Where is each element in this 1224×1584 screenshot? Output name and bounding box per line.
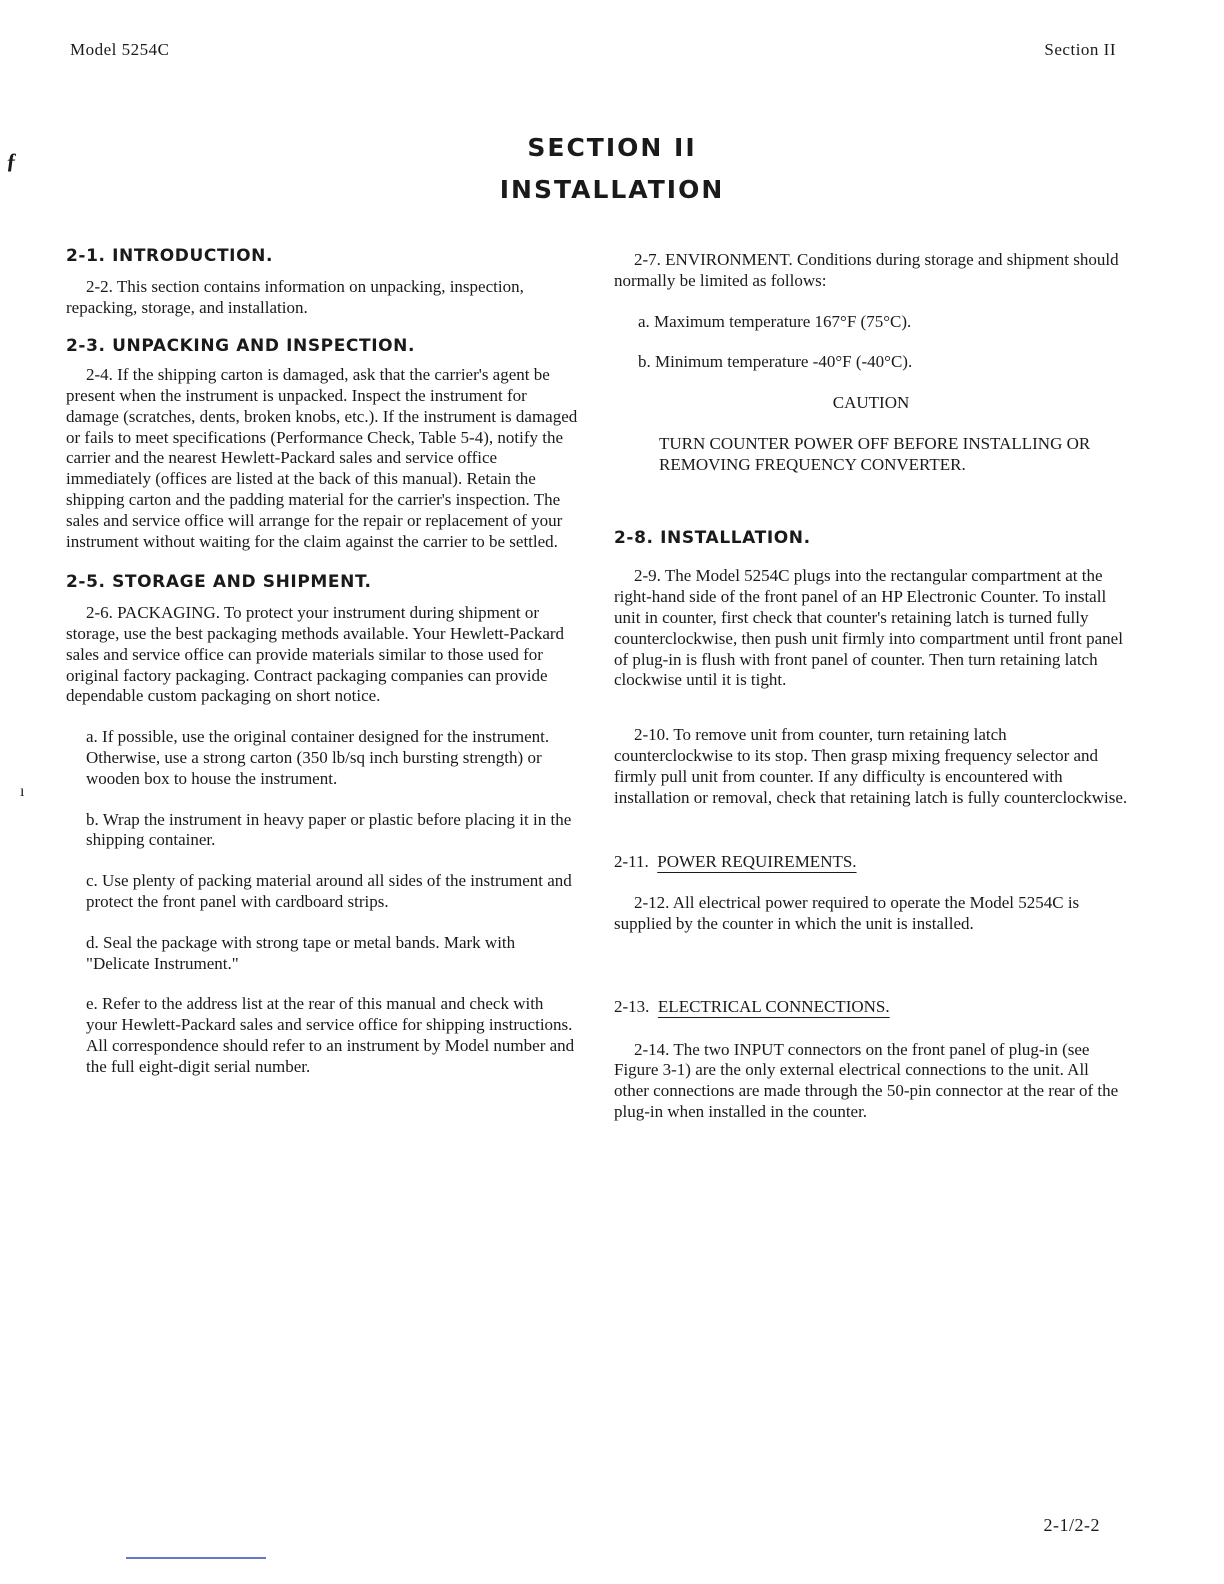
section-title: SECTION II — [527, 133, 697, 162]
caution-text: TURN COUNTER POWER OFF BEFORE INSTALLING OR REMOVING FREQUENCY CONVERTER. — [659, 433, 1091, 474]
heading-electrical — [614, 997, 1128, 1018]
packaging-item-d: d. Seal the package with strong tape or metal bands. Mark with "Delicate Instrument." — [86, 932, 516, 973]
paragraph-2-10: 2-10. To remove unit from counter, turn retaining latch counterclockwise to its stop. Then grasp mixing frequency selector and firmly pull unit from counter. If any difficulty is encountered with installation or removal, check that retaining latch is fully counterclockwise. — [614, 725, 1128, 807]
header-model: Model 5254C — [70, 40, 170, 59]
page-number: 2-1/2-2 — [1043, 1515, 1100, 1535]
paragraph-2-7: 2-7. ENVIRONMENT. Conditions during storage and shipment should normally be limited as follows: — [614, 250, 1119, 290]
left-column — [66, 246, 578, 1078]
heading-unpacking: 2-3. UNPACKING AND INSPECTION. — [66, 336, 416, 357]
packaging-item-a: a. If possible, use the original container designed for the instrument. Otherwise, use a strong carton (350 lb/sq inch bursting strength) or wooden box to house the instrument. — [86, 727, 550, 788]
right-column — [614, 250, 1128, 1123]
heading-electrical-label: ELECTRICAL CONNECTIONS. — [657, 996, 890, 1016]
section-subtitle: INSTALLATION — [499, 175, 725, 204]
heading-introduction: 2-1. INTRODUCTION. — [66, 246, 274, 266]
paragraph-2-2: 2-2. This section contains information on unpacking, inspection, repacking, storage, and installation. — [66, 276, 524, 317]
caution-title: CAUTION — [832, 393, 910, 413]
packaging-item-c: c. Use plenty of packing material around all sides of the instrument and protect the front panel with cardboard strips. — [86, 871, 572, 911]
paragraph-2-14: 2-14. The two INPUT connectors on the front panel of plug-in (see Figure 3-1) are the only external electrical connections to the unit. All other connections are made through the 50-pin connector at the rear of the plug-in when installed in the counter. — [614, 1039, 1119, 1121]
packaging-item-e: e. Refer to the address list at the rear of this manual and check with your Hewlett-Packard sales and service office for shipping instructions. All correspondence should refer to an instrument by Model number and the full eight-digit serial number. — [86, 994, 575, 1076]
margin-mark: ƒ — [6, 148, 17, 173]
heading-electrical-number: 2-13. — [614, 996, 650, 1016]
heading-power — [614, 852, 1128, 873]
margin-tick: ı — [20, 783, 25, 800]
header-section: Section II — [1044, 40, 1116, 59]
environment-item-b: b. Minimum temperature -40°F (-40°C). — [638, 352, 913, 372]
environment-item-a: a. Maximum temperature 167°F (75°C). — [638, 311, 912, 331]
packaging-item-b: b. Wrap the instrument in heavy paper or plastic before placing it in the shipping container. — [86, 809, 572, 850]
paragraph-2-4: 2-4. If the shipping carton is damaged, ask that the carrier's agent be present when the instrument is unpacked. Inspect the instrument for damage (scratches, dents, broken knobs, etc.). If the instrument is damaged or fails to meet specifications (Performance Check, Table 5-4), notify the carrier and the nearest Hewlett-Packard sales and service office immediately (offices are listed at the back of this manual). Retain the shipping carton and the padding material for the carrier's inspection. The sales and service office will arrange for the repair or replacement of your instrument without waiting for the claim against the carrier to be settled. — [66, 365, 578, 551]
heading-installation: 2-8. INSTALLATION. — [614, 527, 811, 548]
paragraph-2-9: 2-9. The Model 5254C plugs into the rectangular compartment at the right-hand side of the front panel of an HP Electronic Counter. To install unit in counter, first check that counter's retaining latch is turned fully counterclockwise, then push unit firmly into compartment until front panel of plug-in is flush with front panel of counter. Then turn retaining latch clockwise until it is tight. — [614, 566, 1123, 690]
heading-power-number: 2-11. — [614, 852, 649, 872]
heading-storage: 2-5. STORAGE AND SHIPMENT. — [66, 572, 372, 593]
bottom-rule — [126, 1557, 266, 1559]
paragraph-2-12: 2-12. All electrical power required to operate the Model 5254C is supplied by the counter in which the unit is installed. — [614, 893, 1080, 933]
heading-power-label: POWER REQUIREMENTS. — [657, 852, 857, 872]
paragraph-2-6: 2-6. PACKAGING. To protect your instrument during shipment or storage, use the best packaging methods available. Your Hewlett-Packard sales and service office can provide materials similar to those used for original factory packaging. Contract packaging companies can provide dependable custom packaging on short notice. — [66, 603, 565, 706]
